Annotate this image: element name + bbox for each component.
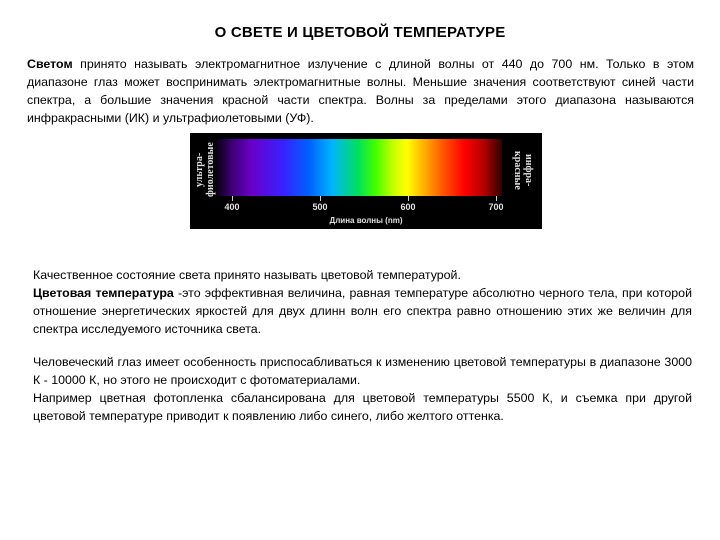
spectrum-figure bbox=[190, 133, 542, 229]
tick-label-600: 600 bbox=[400, 202, 416, 212]
tick-label-700: 700 bbox=[488, 202, 504, 212]
color-temperature-definition bbox=[33, 284, 692, 338]
eye-adaptation-text: Человеческий глаз имеет особенность приспосабливаться к изменению цветовой температуры в диапазоне 3000 К - 10000 К, но этого не происходит с фотоматериалами. bbox=[33, 355, 692, 387]
infrared-label: инфра-красные bbox=[512, 150, 534, 190]
spectrum-band bbox=[214, 139, 502, 196]
color-temperature-intro: Качественное состояние света принято называть цветовой температурой. bbox=[33, 268, 461, 282]
color-temperature-text: -это эффективная величина, равная температуре абсолютно черного тела, при которой отношение энергетических яркостей для двух длинн волн его спектра равно отношению этих же величин для спектра исследуемого источника света. bbox=[33, 286, 692, 336]
light-definition-text: принято называть электромагнитное излучение с длиной волны от 440 до 700 нм. Только в этом диапазоне глаз может воспринимать электромагнитные волны. Меньшие значения соответствуют синей части спектра, а большие значения красной части спектра. Волны за пределами этого диапазона называются инфракрасными (ИК) и ультрафиолетовыми (УФ). bbox=[27, 57, 694, 125]
tick-label-400: 400 bbox=[224, 202, 240, 212]
film-balance-text: Например цветная фотопленка сбалансирована для цветовой температуры 5500 К, и съемка при другой цветовой температуре приводит к появлению либо синего, либо желтого оттенка. bbox=[33, 391, 692, 423]
page-title: О СВЕТЕ И ЦВЕТОВОЙ ТЕМПЕРАТУРЕ bbox=[214, 24, 506, 41]
color-temperature-term: Цветовая температура bbox=[33, 286, 174, 300]
color-temperature-paragraph bbox=[33, 266, 692, 338]
tick-mark bbox=[496, 196, 497, 201]
tick-mark bbox=[232, 196, 233, 201]
tick-mark bbox=[320, 196, 321, 201]
ultraviolet-label: ультра-фиолетовые bbox=[194, 142, 216, 198]
tick-mark bbox=[408, 196, 409, 201]
tick-label-500: 500 bbox=[312, 202, 328, 212]
eye-adaptation-paragraph bbox=[33, 353, 692, 425]
light-definition-paragraph bbox=[27, 55, 694, 127]
wavelength-axis-label: Длина волны (nm) bbox=[329, 216, 403, 225]
light-term: Светом bbox=[27, 57, 73, 71]
